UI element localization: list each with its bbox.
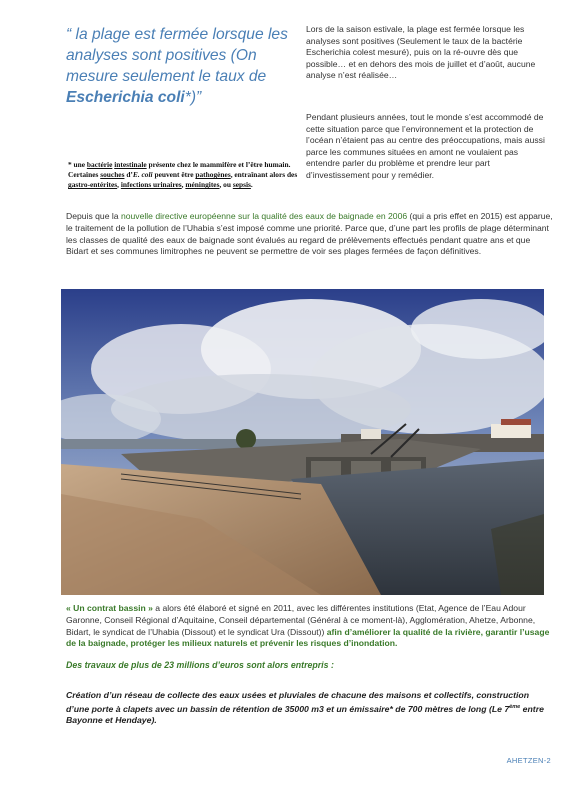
intro-paragraph: Depuis que la nouvelle directive européenne sur la qualité des eaux de baignade en 2006 (qui a pris effet en 2015) est apparue, le traitement de la pollution de l’Uhabia s’est imposé comme une priorité. Parce que, d’une part les profils de plage déterminant les classes de qualité des eaux de baignade sont évalués au regard de prélèvements effectués pendant quatre ans et que Bidart et ses communes limitrophes ne peuvent se permettre de voir ses plages fermées de façon définitives.	[66, 211, 553, 257]
beach-photo	[61, 289, 544, 595]
contract-label: « Un contrat bassin »	[66, 603, 153, 613]
paragraph-years: Pendant plusieurs années, tout le monde s’est accommodé de cette situation parce que l’environnement et la protection de l’océan n’étaient pas au centre des préoccupations, mais aussi parce les communes situées en amont ne voulaient pas entendre parler du problème et prendre leur part d’investissement pour y remédier.	[306, 111, 545, 180]
link-pathogenes[interactable]: pathogènes	[195, 170, 231, 180]
footnote: * une bactérie intestinale présente chez le mammifère et l’être humain. Certaines souches d’E. coli peuvent être pathogènes, entraînant alors des gastro-entérites, infections urinaires, méningites, ou sepsis.	[68, 160, 298, 190]
link-bacterie[interactable]: bactérie	[86, 160, 113, 169]
link-meningites[interactable]: méningites	[185, 180, 220, 190]
link-infections[interactable]: infections urinaires	[120, 180, 182, 190]
works-paragraph: Création d’un réseau de collecte des eaux usées et pluviales de chacune des maisons et collectifs, construction d’une porte à clapets avec un bassin de rétention de 35000 m3 et un émissaire* de 700 mètres de long (Le 7ème entre Bayonne et Hendaye).	[66, 690, 544, 726]
species-name: Escherichia coli	[66, 89, 185, 106]
page-label: AHETZEN-2	[506, 756, 551, 765]
contract-goal: afin d’améliorer la qualité de la rivière, garantir l’usage de la baignade, protéger les milieux naturels et prévenir les risques d’inondation.	[66, 626, 550, 649]
works-lead: Des travaux de plus de 23 millions d’euros sont alors entrepris :	[66, 660, 334, 670]
contract-paragraph: « Un contrat bassin » a alors été élaboré et signé en 2011, avec les différentes institutions (Etat, Agence de l’Eau Adour Garonne, Conseil Régional d’Aquitaine, Conseil départemental (Général à ce moment-là), Agglomération, Ahetze, Arbonne, Bidart, le syndicat de l’Uhabia (Dissout) et le syndicat Ura (Dissout)) afin d’améliorer la qualité de la rivière, garantir l’usage de la baignade, protéger les milieux naturels et prévenir les risques d’inondation.	[66, 603, 550, 649]
paragraph-summer: Lors de la saison estivale, la plage est fermée lorsque les analyses sont positives (Seulement le taux de la bactérie Escherichia colest mesuré), puis on la ré-ouvre dès que possible… et en dehors des mois de juillet et d’août, aucune analyse n’est réalisée…	[306, 24, 536, 81]
link-gastro[interactable]: gastro-entérites	[68, 180, 118, 190]
link-souches[interactable]: souches	[100, 170, 125, 180]
pull-quote: “ la plage est fermée lorsque les analyses sont positives (On mesure seulement le taux de Escherichia coli*)”	[66, 26, 288, 106]
right-column	[306, 24, 554, 182]
link-intestinale[interactable]: intestinale	[114, 160, 147, 169]
directive-highlight: nouvelle directive européenne sur la qualité des eaux de baignade en 2006	[120, 211, 408, 221]
link-sepsis[interactable]: sepsis	[232, 180, 251, 190]
